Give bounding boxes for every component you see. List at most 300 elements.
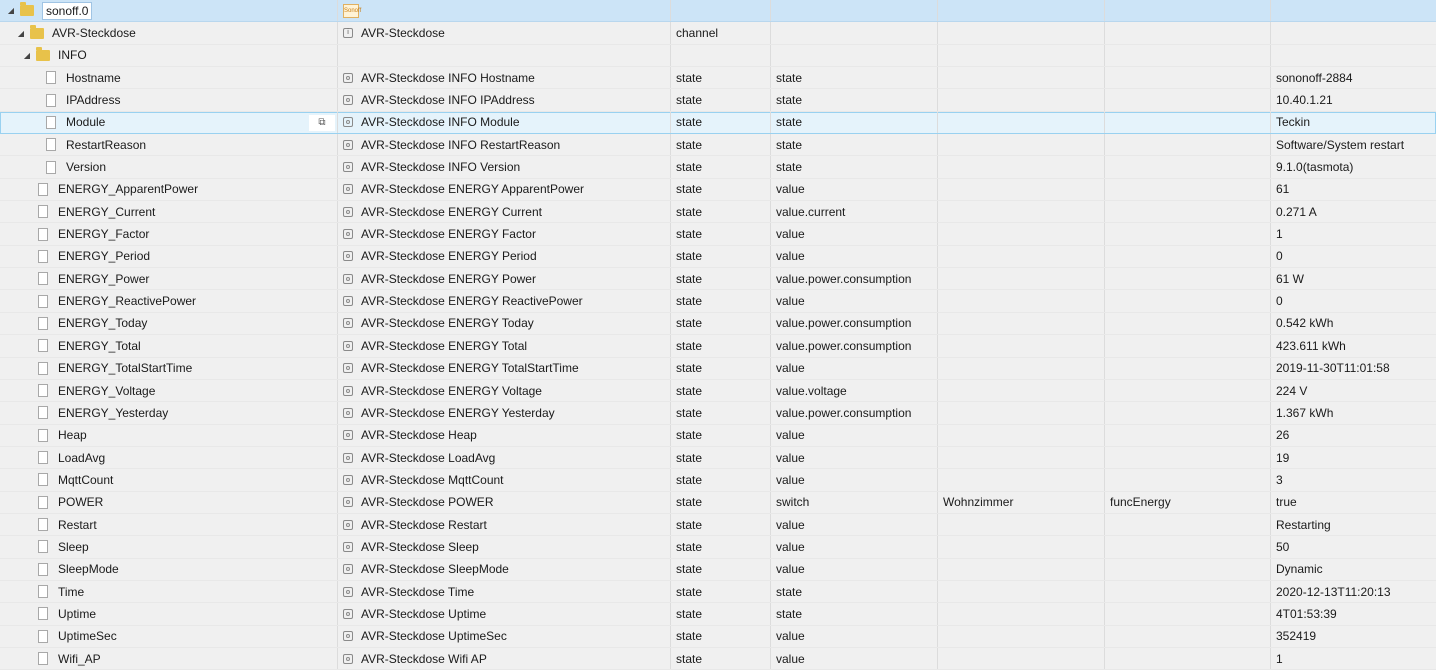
name-cell [338, 402, 671, 423]
info-rows [0, 67, 1436, 179]
room-cell [938, 514, 1105, 535]
room-cell [938, 156, 1105, 177]
state-name: AVR-Steckdose ENERGY Power [361, 271, 536, 286]
file-icon [38, 652, 48, 665]
function-cell [1105, 179, 1271, 200]
file-icon [38, 362, 48, 375]
state-icon [343, 95, 353, 105]
tree-row-restart[interactable] [0, 514, 1436, 536]
name-cell [338, 89, 671, 110]
file-icon [38, 563, 48, 576]
role-cell: value.power.consumption [771, 335, 938, 356]
value-cell[interactable]: sononoff-2884 [1276, 70, 1353, 85]
name-cell [338, 603, 671, 624]
role-cell: state [771, 112, 938, 133]
state-id-label: Hostname [66, 70, 121, 85]
tree-row-root[interactable] [0, 0, 1436, 22]
room-cell [938, 648, 1105, 669]
type-cell: state [671, 581, 771, 602]
function-cell [1105, 67, 1271, 88]
type-cell: state [671, 648, 771, 669]
type-cell: state [671, 112, 771, 133]
state-id-label: LoadAvg [58, 450, 106, 465]
room-cell [938, 134, 1105, 155]
id-cell [0, 268, 338, 289]
type-cell: state [671, 402, 771, 423]
state-icon [343, 296, 353, 306]
state-name: AVR-Steckdose ENERGY Yesterday [361, 405, 555, 420]
tree-row-energy-current[interactable] [0, 201, 1436, 223]
state-id-label: ENERGY_ReactivePower [58, 294, 197, 309]
function-cell [1105, 626, 1271, 647]
value-cell[interactable]: 61 [1276, 182, 1290, 197]
id-cell [0, 22, 338, 43]
state-icon [343, 475, 353, 485]
file-icon [46, 138, 56, 151]
value-cell[interactable]: 423.611 kWh [1276, 338, 1346, 353]
role-cell: value.power.consumption [771, 268, 938, 289]
function-cell [1105, 223, 1271, 244]
state-name: AVR-Steckdose ENERGY ApparentPower [361, 182, 584, 197]
tree-row-sleep[interactable] [0, 536, 1436, 558]
state-icon [343, 564, 353, 574]
room-cell [938, 246, 1105, 267]
state-name: AVR-Steckdose INFO RestartReason [361, 137, 561, 152]
id-cell [0, 223, 338, 244]
type-cell: state [671, 626, 771, 647]
state-icon [343, 184, 353, 194]
type-cell: state [671, 268, 771, 289]
room-cell [938, 335, 1105, 356]
file-icon [38, 607, 48, 620]
state-id-label: SleepMode [58, 562, 119, 577]
role-cell: value [771, 469, 938, 490]
name-cell [338, 335, 671, 356]
state-name: AVR-Steckdose UptimeSec [361, 629, 507, 644]
role-cell: value.power.consumption [771, 313, 938, 334]
state-id-label: ENERGY_Period [58, 249, 151, 264]
function-cell [1105, 514, 1271, 535]
state-icon [343, 140, 353, 150]
function-cell [1105, 112, 1271, 133]
collapse-icon[interactable]: ◢ [17, 28, 25, 38]
id-cell [0, 402, 338, 423]
file-icon [38, 272, 48, 285]
info-label: INFO [58, 48, 87, 63]
id-cell [0, 447, 338, 468]
value-cell[interactable]: 0.271 A [1276, 204, 1317, 219]
tree-row-energy-apparentpower[interactable] [0, 179, 1436, 201]
state-icon [343, 631, 353, 641]
role-cell: value.current [771, 201, 938, 222]
value-cell[interactable]: 3 [1276, 472, 1283, 487]
value-cell[interactable]: 1.367 kWh [1276, 405, 1334, 420]
state-icon [343, 229, 353, 239]
name-cell [338, 559, 671, 580]
state-icon [343, 73, 353, 83]
tree-row-channel[interactable] [0, 22, 1436, 44]
name-cell [338, 156, 671, 177]
name-cell [338, 492, 671, 513]
channel-icon: i [343, 28, 353, 38]
type-cell: state [671, 246, 771, 267]
id-cell [0, 134, 338, 155]
function-cell [1105, 134, 1271, 155]
state-id-label: Module [66, 115, 106, 130]
folder-icon [30, 28, 44, 39]
state-id-label: Heap [58, 428, 87, 443]
room-cell: Wohnzimmer [938, 492, 1105, 513]
name-cell [338, 581, 671, 602]
state-id-label: Restart [58, 517, 97, 532]
state-icon [343, 363, 353, 373]
function-cell [1105, 268, 1271, 289]
copy-icon[interactable]: ⧉ [309, 115, 335, 131]
role-cell: value.voltage [771, 380, 938, 401]
role-cell: state [771, 603, 938, 624]
id-cell [0, 67, 338, 88]
role-cell: switch [771, 492, 938, 513]
role-cell: value [771, 223, 938, 244]
state-name: AVR-Steckdose POWER [361, 495, 494, 510]
name-cell [338, 313, 671, 334]
state-id-label: ENERGY_ApparentPower [58, 182, 199, 197]
file-icon [38, 339, 48, 352]
room-cell [938, 313, 1105, 334]
role-cell: state [771, 67, 938, 88]
type-cell: state [671, 358, 771, 379]
tree-row-info[interactable] [0, 45, 1436, 67]
id-cell [0, 156, 338, 177]
file-icon [38, 630, 48, 643]
value-cell[interactable]: 224 V [1276, 383, 1308, 398]
role-cell: value [771, 559, 938, 580]
function-cell [1105, 89, 1271, 110]
type-cell: state [671, 290, 771, 311]
id-cell [0, 112, 338, 133]
file-icon [46, 161, 56, 174]
role-cell: value.power.consumption [771, 402, 938, 423]
tree-row-energy-yesterday[interactable] [0, 402, 1436, 424]
state-icon [343, 117, 353, 127]
value-cell[interactable]: 19 [1276, 450, 1290, 465]
tree-row-energy-voltage[interactable] [0, 380, 1436, 402]
value-cell[interactable]: 10.40.1.21 [1276, 93, 1333, 108]
state-name: AVR-Steckdose Restart [361, 517, 487, 532]
value-cell[interactable]: 1 [1276, 651, 1283, 666]
state-id-label: RestartReason [66, 137, 147, 152]
id-cell [0, 358, 338, 379]
state-id-label: ENERGY_Voltage [58, 383, 156, 398]
state-rows [0, 179, 1436, 670]
role-cell: value [771, 514, 938, 535]
function-cell [1105, 536, 1271, 557]
type-cell: state [671, 156, 771, 177]
value-cell[interactable]: 26 [1276, 428, 1290, 443]
function-cell: funcEnergy [1105, 492, 1271, 513]
role-cell: state [771, 89, 938, 110]
tree-row-sleepmode[interactable] [0, 559, 1436, 581]
type-cell: state [671, 89, 771, 110]
name-cell [338, 268, 671, 289]
name-cell [338, 67, 671, 88]
type-cell: state [671, 536, 771, 557]
function-cell [1105, 425, 1271, 446]
channel-label: AVR-Steckdose [52, 26, 136, 41]
state-id-label: Version [66, 160, 107, 175]
type-cell: state [671, 469, 771, 490]
state-icon [343, 609, 353, 619]
state-id-label: ENERGY_Total [58, 338, 141, 353]
value-cell[interactable]: 2019-11-30T11:01:58 [1276, 361, 1390, 376]
collapse-icon[interactable]: ◢ [23, 50, 31, 60]
type-cell: state [671, 603, 771, 624]
state-name: AVR-Steckdose ENERGY Voltage [361, 383, 542, 398]
function-cell [1105, 648, 1271, 669]
tree-row-uptimesec[interactable] [0, 626, 1436, 648]
id-cell [0, 246, 338, 267]
name-cell [338, 425, 671, 446]
tree-row-loadavg[interactable] [0, 447, 1436, 469]
id-cell [0, 201, 338, 222]
tree-row-ipaddress[interactable] [0, 89, 1436, 111]
room-cell [938, 223, 1105, 244]
state-id-label: Time [58, 584, 85, 599]
state-icon [343, 162, 353, 172]
value-cell[interactable]: Teckin [1276, 115, 1311, 130]
type-cell: state [671, 447, 771, 468]
room-cell [938, 290, 1105, 311]
room-cell [938, 380, 1105, 401]
file-icon [38, 295, 48, 308]
function-cell [1105, 559, 1271, 580]
type-cell: state [671, 492, 771, 513]
state-icon [343, 251, 353, 261]
type-cell: state [671, 179, 771, 200]
name-cell [338, 134, 671, 155]
tree-row-power[interactable] [0, 492, 1436, 514]
state-name: AVR-Steckdose ENERGY Total [361, 338, 528, 353]
id-cell [0, 425, 338, 446]
tree-row-energy-total[interactable] [0, 335, 1436, 357]
state-id-label: ENERGY_Yesterday [58, 405, 169, 420]
id-cell [0, 648, 338, 669]
name-cell [338, 380, 671, 401]
role-cell: value [771, 358, 938, 379]
file-icon [38, 473, 48, 486]
role-cell: state [771, 156, 938, 177]
function-cell [1105, 290, 1271, 311]
folder-icon [20, 5, 34, 16]
folder-icon [36, 50, 50, 61]
tree-row-mqttcount[interactable] [0, 469, 1436, 491]
value-cell[interactable]: 352419 [1276, 629, 1317, 644]
room-cell [938, 402, 1105, 423]
state-icon [343, 408, 353, 418]
function-cell [1105, 313, 1271, 334]
state-name: AVR-Steckdose MqttCount [361, 472, 504, 487]
state-id-label: IPAddress [66, 93, 121, 108]
id-cell [0, 45, 338, 66]
function-cell [1105, 201, 1271, 222]
type-cell: state [671, 223, 771, 244]
name-cell [338, 469, 671, 490]
room-cell [938, 179, 1105, 200]
role-cell: value [771, 246, 938, 267]
state-id-label: Uptime [58, 606, 97, 621]
function-cell [1105, 156, 1271, 177]
id-cell [0, 0, 338, 21]
file-icon [38, 406, 48, 419]
state-icon [343, 654, 353, 664]
id-cell [0, 581, 338, 602]
name-cell [338, 223, 671, 244]
file-icon [46, 71, 56, 84]
tree-row-restartreason[interactable] [0, 134, 1436, 156]
room-cell [938, 67, 1105, 88]
id-cell [0, 626, 338, 647]
state-name: AVR-Steckdose Heap [361, 428, 477, 443]
type-cell: state [671, 201, 771, 222]
value-cell[interactable]: 9.1.0(tasmota) [1276, 160, 1354, 175]
state-name: AVR-Steckdose INFO Version [361, 160, 521, 175]
state-id-label: ENERGY_Today [58, 316, 148, 331]
room-cell [938, 425, 1105, 446]
tree-row-uptime[interactable] [0, 603, 1436, 625]
room-cell [938, 89, 1105, 110]
file-icon [38, 228, 48, 241]
room-cell [938, 559, 1105, 580]
state-name: AVR-Steckdose Time [361, 584, 475, 599]
state-icon [343, 207, 353, 217]
role-cell: state [771, 581, 938, 602]
id-cell [0, 559, 338, 580]
tree-row-heap[interactable] [0, 425, 1436, 447]
file-icon [46, 116, 56, 129]
value-cell[interactable]: Dynamic [1276, 562, 1323, 577]
state-icon [343, 497, 353, 507]
name-cell [338, 536, 671, 557]
state-id-label: Sleep [58, 539, 89, 554]
type-cell: state [671, 380, 771, 401]
value-cell[interactable]: 0 [1276, 294, 1283, 309]
state-name: AVR-Steckdose INFO IPAddress [361, 93, 535, 108]
file-icon [46, 94, 56, 107]
file-icon [38, 540, 48, 553]
room-cell [938, 447, 1105, 468]
value-cell[interactable]: 4T01:53:39 [1276, 606, 1337, 621]
role-cell: value [771, 536, 938, 557]
type-cell: state [671, 335, 771, 356]
name-cell [338, 246, 671, 267]
state-name: AVR-Steckdose Uptime [361, 606, 487, 621]
state-name: AVR-Steckdose ENERGY Period [361, 249, 537, 264]
state-name: AVR-Steckdose SleepMode [361, 562, 509, 577]
id-cell [0, 469, 338, 490]
role-cell: value [771, 626, 938, 647]
collapse-icon[interactable]: ◢ [7, 6, 15, 16]
name-cell [338, 179, 671, 200]
room-cell [938, 201, 1105, 222]
state-id-label: MqttCount [58, 472, 114, 487]
value-cell[interactable]: 0.542 kWh [1276, 316, 1334, 331]
id-cell [0, 514, 338, 535]
name-cell [338, 0, 671, 21]
state-icon [343, 341, 353, 351]
name-cell [338, 626, 671, 647]
value-cell[interactable]: 1 [1276, 227, 1283, 242]
room-cell [938, 626, 1105, 647]
role-cell: value [771, 179, 938, 200]
room-cell [938, 112, 1105, 133]
tree-row-energy-period[interactable] [0, 246, 1436, 268]
role-cell: value [771, 290, 938, 311]
name-cell [338, 648, 671, 669]
type-cell: state [671, 425, 771, 446]
value-cell[interactable]: Restarting [1276, 517, 1331, 532]
id-cell [0, 536, 338, 557]
tree-row-energy-power[interactable] [0, 268, 1436, 290]
tree-row-energy-reactivepower[interactable] [0, 290, 1436, 312]
function-cell [1105, 402, 1271, 423]
state-name: AVR-Steckdose ENERGY Today [361, 316, 534, 331]
room-cell [938, 358, 1105, 379]
state-id-label: ENERGY_Power [58, 271, 150, 286]
id-cell [0, 335, 338, 356]
function-cell [1105, 380, 1271, 401]
state-name: AVR-Steckdose INFO Module [361, 115, 520, 130]
value-cell[interactable]: 0 [1276, 249, 1283, 264]
function-cell [1105, 581, 1271, 602]
tree-row-energy-today[interactable] [0, 313, 1436, 335]
value-cell[interactable]: 2020-12-13T11:20:13 [1276, 584, 1391, 599]
value-cell[interactable]: Software/System restart [1276, 137, 1405, 152]
state-id-label: Wifi_AP [58, 651, 101, 666]
value-cell[interactable]: true [1276, 495, 1297, 510]
state-id-label: ENERGY_TotalStartTime [58, 361, 193, 376]
tree-row-energy-totalstarttime[interactable] [0, 358, 1436, 380]
state-icon [343, 318, 353, 328]
id-cell [0, 603, 338, 624]
name-cell [338, 447, 671, 468]
name-cell [338, 514, 671, 535]
state-id-label: UptimeSec [58, 629, 117, 644]
value-cell[interactable]: 50 [1276, 539, 1290, 554]
file-icon [38, 183, 48, 196]
function-cell [1105, 469, 1271, 490]
type-cell: state [671, 313, 771, 334]
tree-row-time[interactable] [0, 581, 1436, 603]
state-icon [343, 453, 353, 463]
state-icon [343, 386, 353, 396]
tree-row-version[interactable] [0, 156, 1436, 178]
role-cell: value [771, 447, 938, 468]
tree-row-hostname[interactable] [0, 67, 1436, 89]
id-cell [0, 290, 338, 311]
role-cell: value [771, 648, 938, 669]
room-cell [938, 536, 1105, 557]
sonoff-adapter-icon: Sonoff [343, 4, 359, 18]
id-cell [0, 89, 338, 110]
tree-row-module[interactable] [0, 112, 1436, 134]
state-icon [343, 542, 353, 552]
function-cell [1105, 246, 1271, 267]
root-label: sonoff.0 [42, 2, 92, 20]
file-icon [38, 496, 48, 509]
value-cell[interactable]: 61 W [1276, 271, 1305, 286]
tree-row-energy-factor[interactable] [0, 223, 1436, 245]
file-icon [38, 429, 48, 442]
